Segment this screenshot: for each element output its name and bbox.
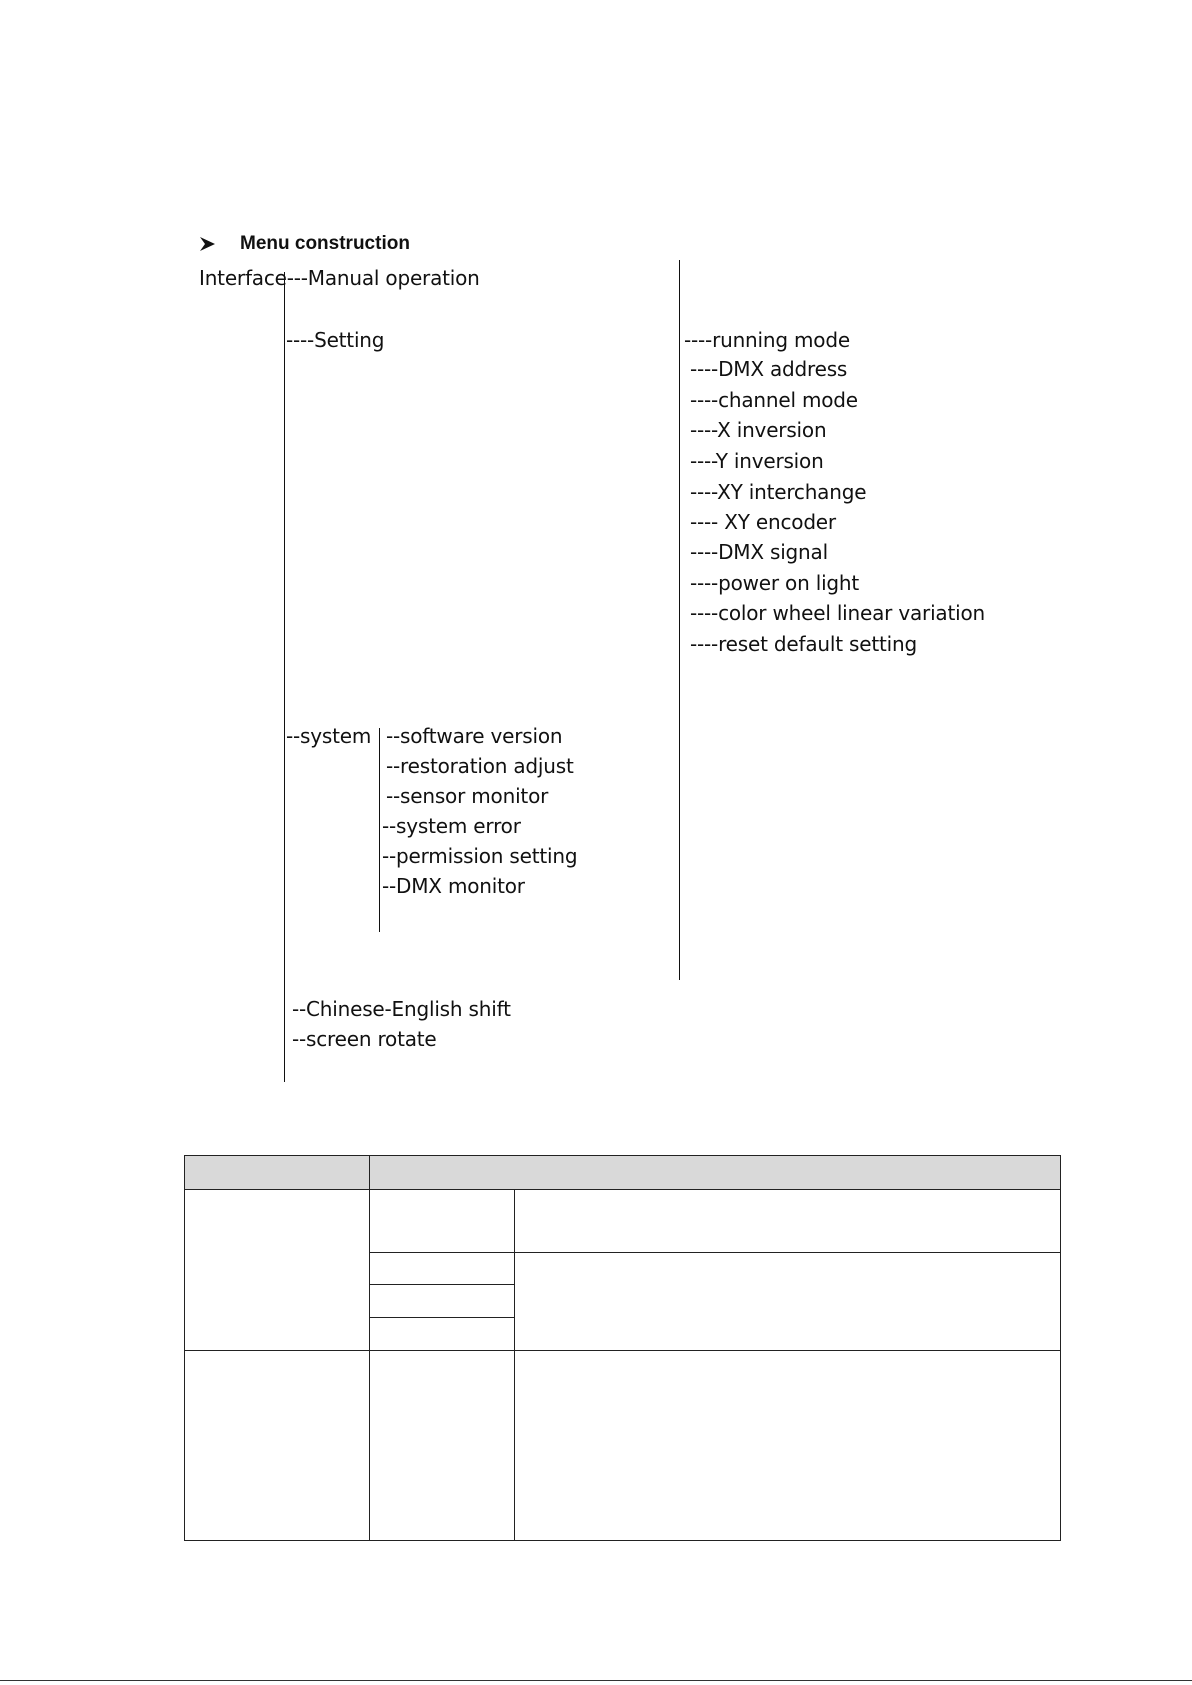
system-item-system-error: --system error (382, 814, 521, 838)
system-item-sensor-monitor: --sensor monitor (386, 784, 549, 808)
setting-item-dmx-signal: ----DMX signal (690, 540, 828, 564)
setting-item-reset-default-setting: ----reset default setting (690, 632, 917, 656)
setting-item-xy-encoder: ---- XY encoder (690, 510, 836, 534)
table-cell (515, 1253, 1060, 1351)
table-cell (370, 1190, 515, 1253)
tree-item-system: --system (286, 724, 372, 748)
arrowhead-bullet-icon (198, 232, 218, 256)
table-cell (185, 1190, 370, 1351)
main-tree-connector (284, 272, 285, 1082)
system-item-software-version: --software version (386, 724, 563, 748)
tree-item-screen-rotate: --screen rotate (292, 1027, 437, 1051)
page-bottom-rule (0, 1680, 1192, 1681)
setting-item-x-inversion: ----X inversion (690, 418, 827, 442)
table-header-cell (370, 1156, 1060, 1190)
setting-tree-connector (679, 260, 680, 980)
setting-item-power-on-light: ----power on light (690, 571, 860, 595)
table-cell (515, 1190, 1060, 1253)
table-cell (370, 1285, 515, 1318)
setting-item-channel-mode: ----channel mode (690, 388, 858, 412)
table-cell (370, 1351, 515, 1540)
section-heading: Menu construction (240, 233, 410, 254)
tree-root-label: Interface---Manual operation (199, 266, 480, 290)
setting-item-dmx-address: ----DMX address (690, 357, 848, 381)
table-cell (370, 1318, 515, 1351)
system-item-restoration-adjust: --restoration adjust (386, 754, 574, 778)
table-cell (515, 1351, 1060, 1540)
system-item-permission-setting: --permission setting (382, 844, 578, 868)
setting-item-running-mode: ----running mode (684, 328, 850, 352)
system-tree-connector (379, 728, 380, 932)
tree-item-chinese-english-shift: --Chinese-English shift (292, 997, 511, 1021)
table-cell (185, 1351, 370, 1540)
tree-item-setting: ----Setting (286, 328, 385, 352)
setting-item-xy-interchange: ----XY interchange (690, 480, 867, 504)
system-item-dmx-monitor: --DMX monitor (382, 874, 525, 898)
table-cell (370, 1253, 515, 1285)
empty-table (184, 1155, 1061, 1541)
setting-item-y-inversion: ----Y inversion (690, 449, 824, 473)
setting-item-color-wheel-linear-variation: ----color wheel linear variation (690, 601, 985, 625)
table-header-cell (185, 1156, 370, 1190)
